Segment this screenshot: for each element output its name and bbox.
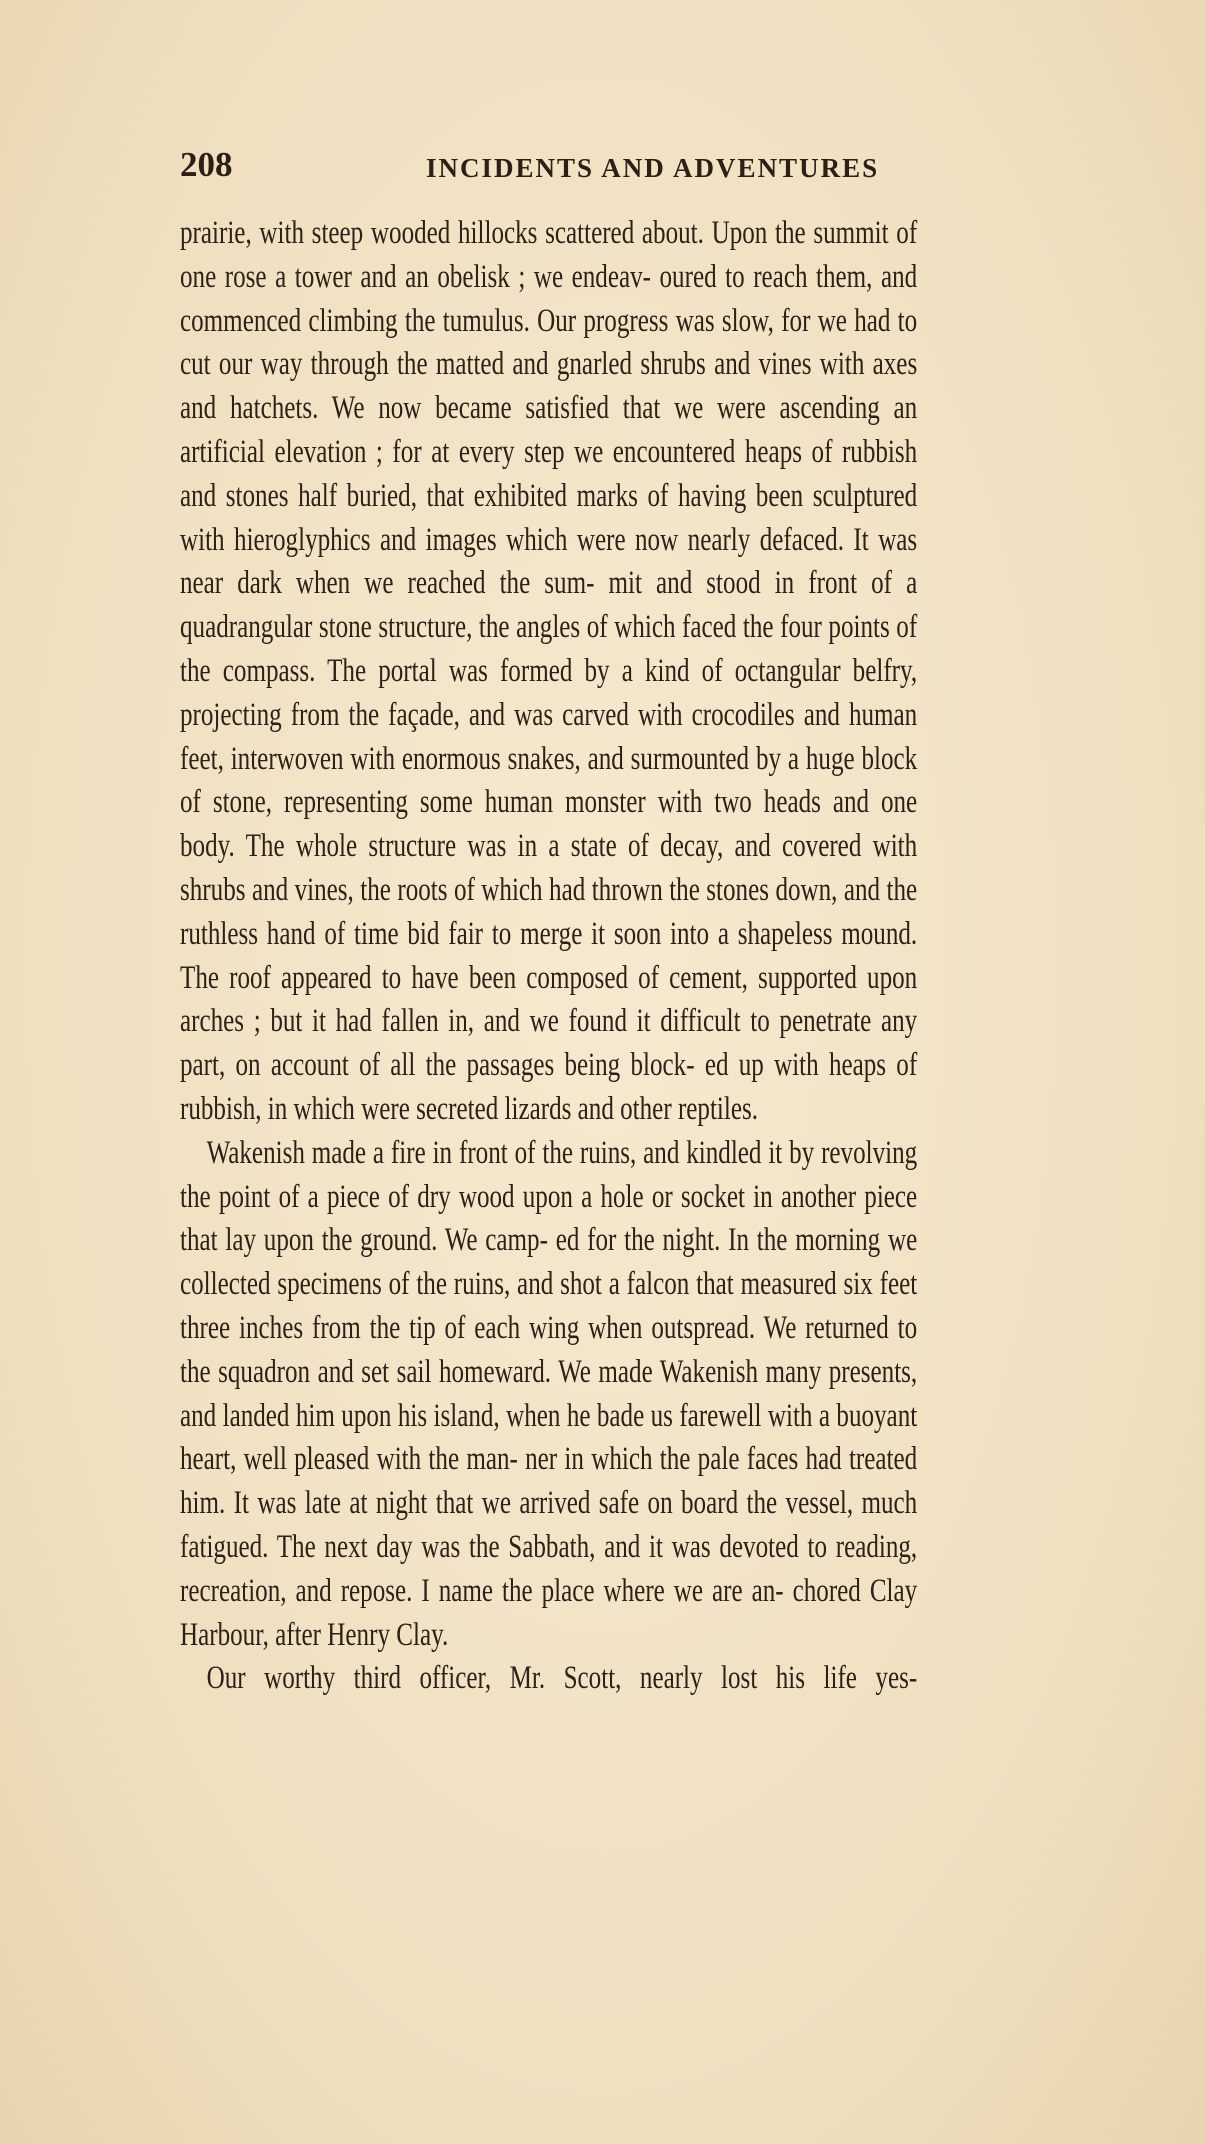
running-title: INCIDENTS AND ADVENTURES — [426, 153, 880, 183]
page-header — [180, 145, 915, 190]
paragraph-ruins-description: prairie, with steep wooded hillocks scattered about. Upon the summit of one rose a tower and an obelisk ; we endeav- oured to reach them, and commenced climbing the tumulus. Our progress was slow, for we had to cut our way through the matted and gnarled shrubs and vines with axes and hatchets. We now became satisfied that we were ascending an artificial elevation ; for at every step we encountered heaps of rubbish and stones half buried, that exhibited marks of having been sculptured with hieroglyphics and images which were now nearly defaced. It was near dark when we reached the sum- mit and stood in front of a quadrangular stone structure, the angles of which faced the four points of the compass. The portal was formed by a kind of octangular belfry, projecting from the façade, and was carved with crocodiles and human feet, interwoven with enormous snakes, and surmounted by a huge block of stone, representing some human monster with two heads and one body. The whole structure was in a state of decay, and covered with shrubs and vines, the roots of which had thrown the stones down, and the ruthless hand of time bid fair to merge it soon into a shapeless mound. The roof appeared to have been composed of cement, supported upon arches ; but it had fallen in, and we found it difficult to penetrate any part, on account of all the passages being block- ed up with heaps of rubbish, in which were secreted lizards and other reptiles. — [180, 215, 918, 1127]
paragraph-wakenish-fire: Wakenish made a fire in front of the ruins, and kindled it by revolving the point of a piece of dry wood upon a hole or socket in another piece that lay upon the ground. We camp- ed for the night. In the morning we collected specimens of the ruins, and shot a falcon that measured six feet three inches from the tip of each wing when outspread. We returned to the squadron and set sail homeward. We made Wakenish many presents, and landed him upon his island, when he bade us farewell with a buoyant heart, well pleased with the man- ner in which the pale faces had treated him. It was late at night that we arrived safe on board the vessel, much fatigued. The next day was the Sabbath, and it was devoted to reading, recreation, and repose. I name the place where we are an- chored Clay Harbour, after Henry Clay. — [180, 1134, 918, 1653]
page-number: 208 — [180, 145, 233, 184]
body-text — [180, 212, 917, 1701]
paragraph-mr-scott: Our worthy third officer, Mr. Scott, nearly lost his life yes- — [206, 1660, 918, 1697]
